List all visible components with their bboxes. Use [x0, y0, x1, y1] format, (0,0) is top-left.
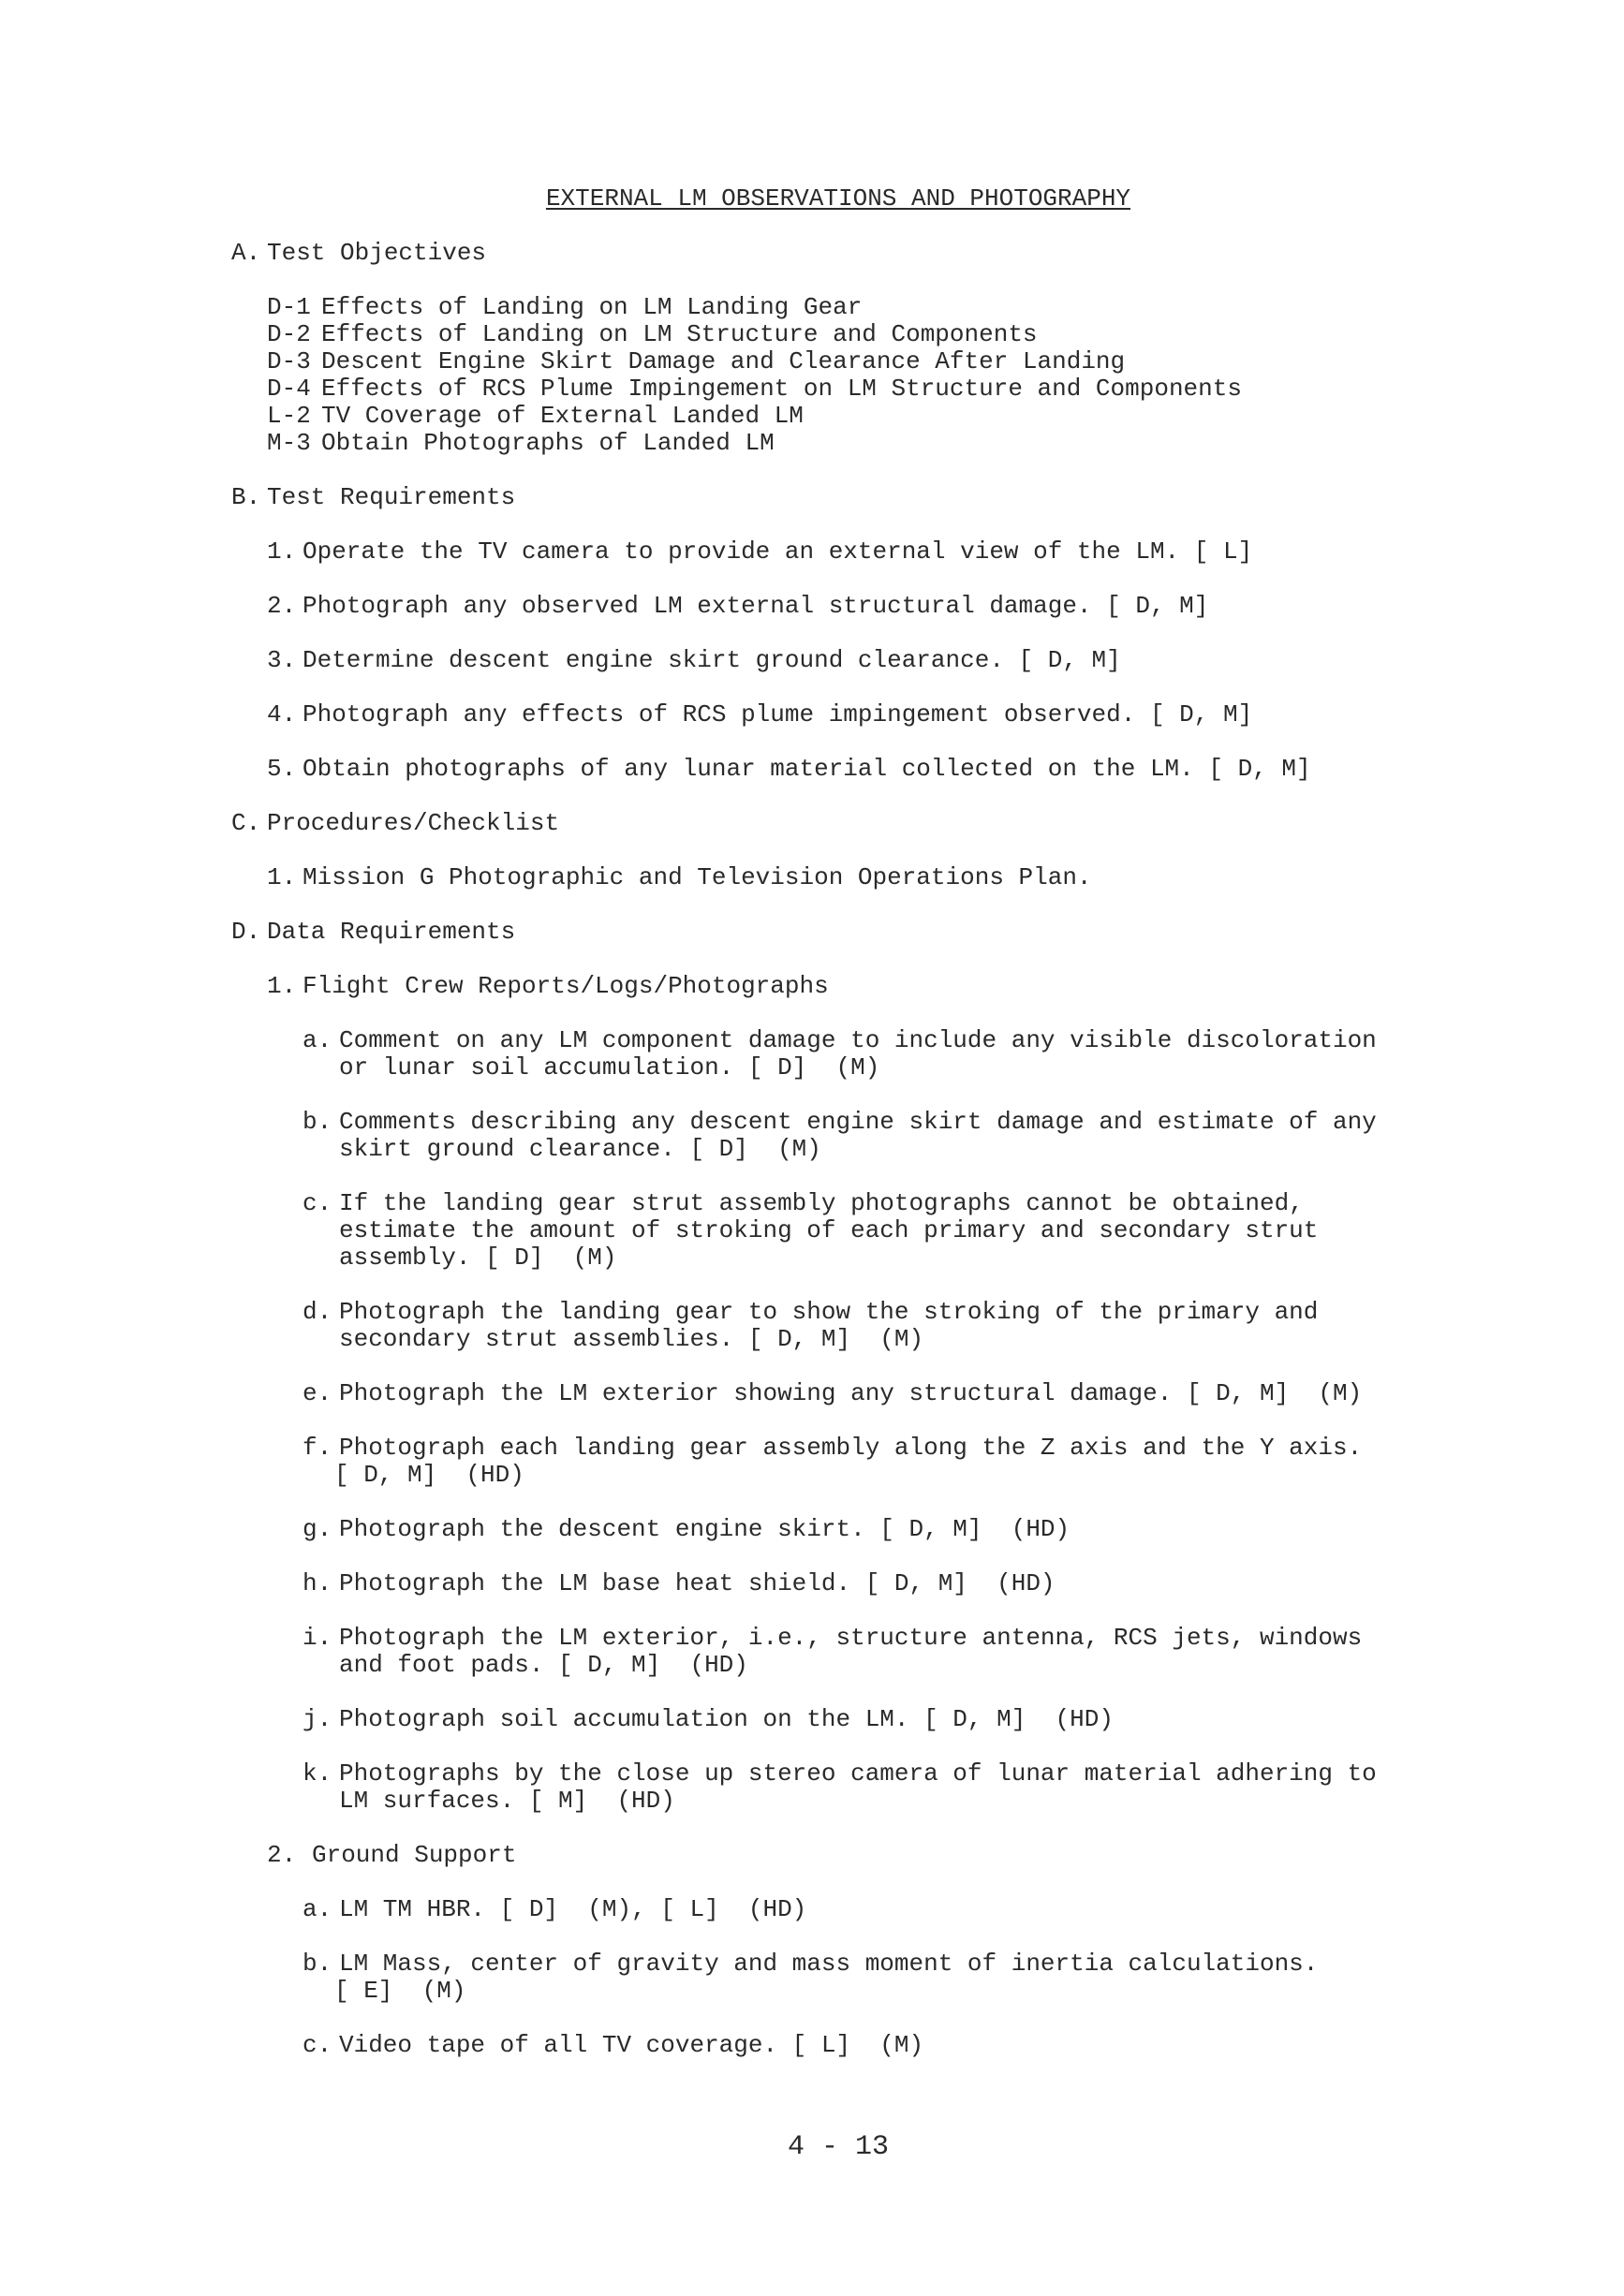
requirement-text: Photograph any effects of RCS plume impingement observed. [ D, M]: [303, 700, 1253, 729]
item-letter: a.: [303, 1895, 332, 1923]
requirement-text: Photograph any observed LM external structural damage. [ D, M]: [303, 592, 1209, 620]
item-letter: d.: [303, 1298, 332, 1326]
item-number: 4.: [267, 700, 297, 729]
data-item-line: Video tape of all TV coverage. [ L] (M): [339, 2031, 924, 2059]
section-d-label: D.: [231, 918, 261, 946]
section-c-heading: Procedures/Checklist: [267, 809, 560, 837]
page-number: 4 - 13: [787, 2131, 890, 2163]
subsection-heading: Flight Crew Reports/Logs/Photographs: [303, 972, 829, 1000]
requirement-text: Obtain photographs of any lunar material collected on the LM. [ D, M]: [303, 755, 1311, 783]
item-number: 1.: [267, 537, 297, 566]
item-number: 2.: [267, 592, 297, 620]
section-b-heading: Test Requirements: [267, 483, 516, 511]
procedure-text: Mission G Photographic and Television Operations Plan.: [303, 863, 1092, 891]
objective-code: D-4: [267, 375, 311, 403]
objective-text: Effects of Landing on LM Structure and Components: [321, 320, 1038, 348]
data-item-line: assembly. [ D] (M): [339, 1244, 617, 1272]
item-letter: c.: [303, 2031, 332, 2059]
data-item-line: or lunar soil accumulation. [ D] (M): [339, 1053, 880, 1082]
data-item-line: estimate the amount of stroking of each primary and secondary strut: [339, 1216, 1319, 1244]
page-title: EXTERNAL LM OBSERVATIONS AND PHOTOGRAPHY: [545, 184, 1131, 213]
item-letter: b.: [303, 1950, 332, 1978]
data-item-line: [ D, M] (HD): [334, 1461, 524, 1489]
objective-code: D-2: [267, 320, 311, 348]
objective-code: L-2: [267, 402, 311, 430]
data-item-line: [ E] (M): [334, 1977, 466, 2005]
objective-code: D-1: [267, 293, 311, 321]
data-item-line: Photograph the descent engine skirt. [ D, M] (HD): [339, 1515, 1070, 1543]
data-item-line: Photographs by the close up stereo camera of lunar material adhering to: [339, 1759, 1377, 1788]
data-item-line: Photograph the landing gear to show the stroking of the primary and: [339, 1298, 1319, 1326]
requirement-text: Operate the TV camera to provide an external view of the LM. [ L]: [303, 537, 1253, 566]
data-item-line: Photograph the LM base heat shield. [ D, M] (HD): [339, 1569, 1056, 1597]
objective-text: Descent Engine Skirt Damage and Clearance After Landing: [321, 347, 1126, 375]
item-letter: c.: [303, 1189, 332, 1217]
data-item-line: Photograph the LM exterior showing any structural damage. [ D, M] (M): [339, 1379, 1363, 1407]
objective-text: Effects of RCS Plume Impingement on LM Structure and Components: [321, 375, 1242, 403]
objective-text: Obtain Photographs of Landed LM: [321, 429, 775, 457]
requirement-text: Determine descent engine skirt ground clearance. [ D, M]: [303, 646, 1121, 674]
section-a-label: A.: [231, 239, 261, 267]
item-letter: e.: [303, 1379, 332, 1407]
data-item-line: Comments describing any descent engine skirt damage and estimate of any: [339, 1108, 1377, 1136]
item-letter: j.: [303, 1705, 332, 1733]
item-letter: g.: [303, 1515, 332, 1543]
data-item-line: Photograph soil accumulation on the LM. [ D, M] (HD): [339, 1705, 1114, 1733]
item-letter: a.: [303, 1026, 332, 1054]
item-number: 5.: [267, 755, 297, 783]
section-d-heading: Data Requirements: [267, 918, 516, 946]
item-letter: b.: [303, 1108, 332, 1136]
section-a-heading: Test Objectives: [267, 239, 487, 267]
item-letter: f.: [303, 1434, 332, 1462]
section-c-label: C.: [231, 809, 261, 837]
objective-text: TV Coverage of External Landed LM: [321, 402, 804, 430]
subsection-heading: Ground Support: [312, 1841, 517, 1869]
data-item-line: and foot pads. [ D, M] (HD): [339, 1651, 748, 1679]
objective-code: D-3: [267, 347, 311, 375]
data-item-line: LM Mass, center of gravity and mass moment of inertia calculations.: [339, 1950, 1319, 1978]
data-item-line: Photograph each landing gear assembly along the Z axis and the Y axis.: [339, 1434, 1363, 1462]
data-item-line: secondary strut assemblies. [ D, M] (M): [339, 1325, 924, 1353]
data-item-line: If the landing gear strut assembly photographs cannot be obtained,: [339, 1189, 1304, 1217]
item-number: 3.: [267, 646, 297, 674]
item-letter: i.: [303, 1624, 332, 1652]
data-item-line: LM TM HBR. [ D] (M), [ L] (HD): [339, 1895, 807, 1923]
section-b-label: B.: [231, 483, 261, 511]
data-item-line: LM surfaces. [ M] (HD): [339, 1787, 675, 1815]
data-item-line: skirt ground clearance. [ D] (M): [339, 1135, 821, 1163]
item-letter: h.: [303, 1569, 332, 1597]
item-number: 1.: [267, 863, 297, 891]
item-number: 2.: [267, 1841, 297, 1869]
objective-code: M-3: [267, 429, 311, 457]
objective-text: Effects of Landing on LM Landing Gear: [321, 293, 863, 321]
data-item-line: Comment on any LM component damage to include any visible discoloration: [339, 1026, 1377, 1054]
item-number: 1.: [267, 972, 297, 1000]
item-letter: k.: [303, 1759, 332, 1788]
data-item-line: Photograph the LM exterior, i.e., structure antenna, RCS jets, windows: [339, 1624, 1363, 1652]
